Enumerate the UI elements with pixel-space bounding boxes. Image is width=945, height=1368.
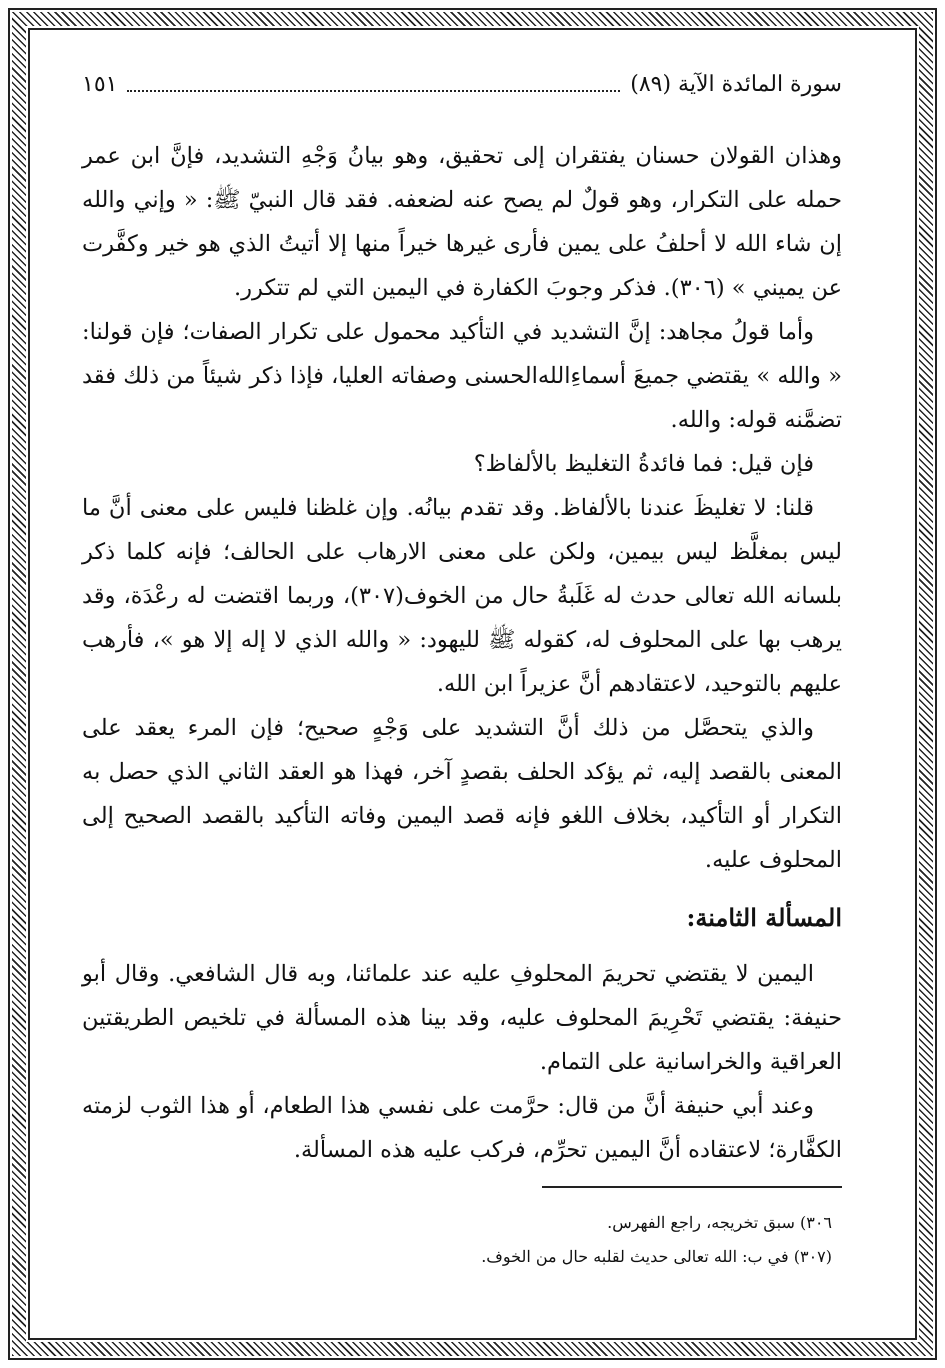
paragraph: والذي يتحصَّل من ذلك أنَّ التشديد على وَجْهٍ صحيح؛ فإن المرء يعقد على المعنى بالقصد إليه، ثم يؤكد الحلف بقصدٍ آخر، فهذا هو العقد الثاني الذي حصل به التكرار أو التأكيد، بخلاف اللغو فإنه قصد اليمين وفاته التأكيد بالقصد الصحيح إلى المحلوف عليه. bbox=[82, 715, 842, 873]
paragraph: فإن قيل: فما فائدةُ التغليظ بالألفاظ؟ bbox=[473, 451, 814, 477]
paragraph: وهذان القولان حسنان يفتقران إلى تحقيق، وهو بيانُ وَجْهِ التشديد، فإنَّ ابن عمر حمله على التكرار، وهو قولٌ لم يصح عنه لضعفه. فقد قال النبيّ ﷺ: « وإني والله إن شاء الله لا أحلفُ على يمين فأرى غيرها خيراً منها إلا أتيتُ الذي هو خير وكفَّرت عن يميني » (٣٠٦). فذكر وجوبَ الكفارة في اليمين التي لم تتكرر. bbox=[82, 143, 842, 301]
paragraph: اليمين لا يقتضي تحريمَ المحلوفِ عليه عند علمائنا، وبه قال الشافعي. وقال أبو حنيفة: يقتضي تَحْرِيمَ المحلوف عليه، وقد بينا هذه المسألة في تلخيص الطريقتين العراقية والخراسانية على التمام. bbox=[82, 961, 842, 1075]
page-number: ١٥١ bbox=[82, 71, 118, 97]
book-page bbox=[82, 62, 842, 1312]
footnote: (٣٠٧) في ب: الله تعالى حديث لقلبه حال من الخوف. bbox=[481, 1247, 832, 1266]
main-text bbox=[82, 134, 842, 1274]
section-heading: المسألة الثامنة: bbox=[686, 903, 842, 932]
running-header bbox=[82, 62, 842, 106]
header-dot-leader bbox=[127, 76, 620, 92]
header-title: سورة المائدة الآية (٨٩) bbox=[630, 71, 842, 97]
paragraph: قلنا: لا تغليظَ عندنا بالألفاظ. وقد تقدم بيانُه. وإن غلظنا فليس على معنى أنَّ ما ليس بمغلَّظ ليس بيمين، ولكن على معنى الارهاب على الحالف؛ فإنه كلما ذكر بلسانه الله تعالى حدث له غَلَبةُ حال من الخوف(٣٠٧)، وربما اقتضت له رعْدَة، وقد يرهب بها على المحلوف له، كقوله ﷺ لليهود: « والله الذي لا إله إلا هو »، فأرهب عليهم بالتوحيد، لاعتقادهم أنَّ عزيراً ابن الله. bbox=[82, 495, 842, 697]
paragraph: وعند أبي حنيفة أنَّ من قال: حرَّمت على نفسي هذا الطعام، أو هذا الثوب لزمته الكفَّارة؛ لاعتقاده أنَّ اليمين تحرِّم، فركب عليه هذه المسألة. bbox=[82, 1093, 842, 1163]
paragraph: وأما قولُ مجاهد: إنَّ التشديد في التأكيد محمول على تكرار الصفات؛ فإن قولنا: « والله » يقتضي جميعَ أسماءِالله‌الحسنى وصفاته العليا، فإذا ذكر شيئاً من ذلك فقد تضمَّنه قوله: والله. bbox=[82, 319, 842, 433]
footnote-separator bbox=[542, 1186, 842, 1188]
footnote: ٣٠٦) سبق تخريجه، راجع الفهرس. bbox=[607, 1213, 832, 1232]
